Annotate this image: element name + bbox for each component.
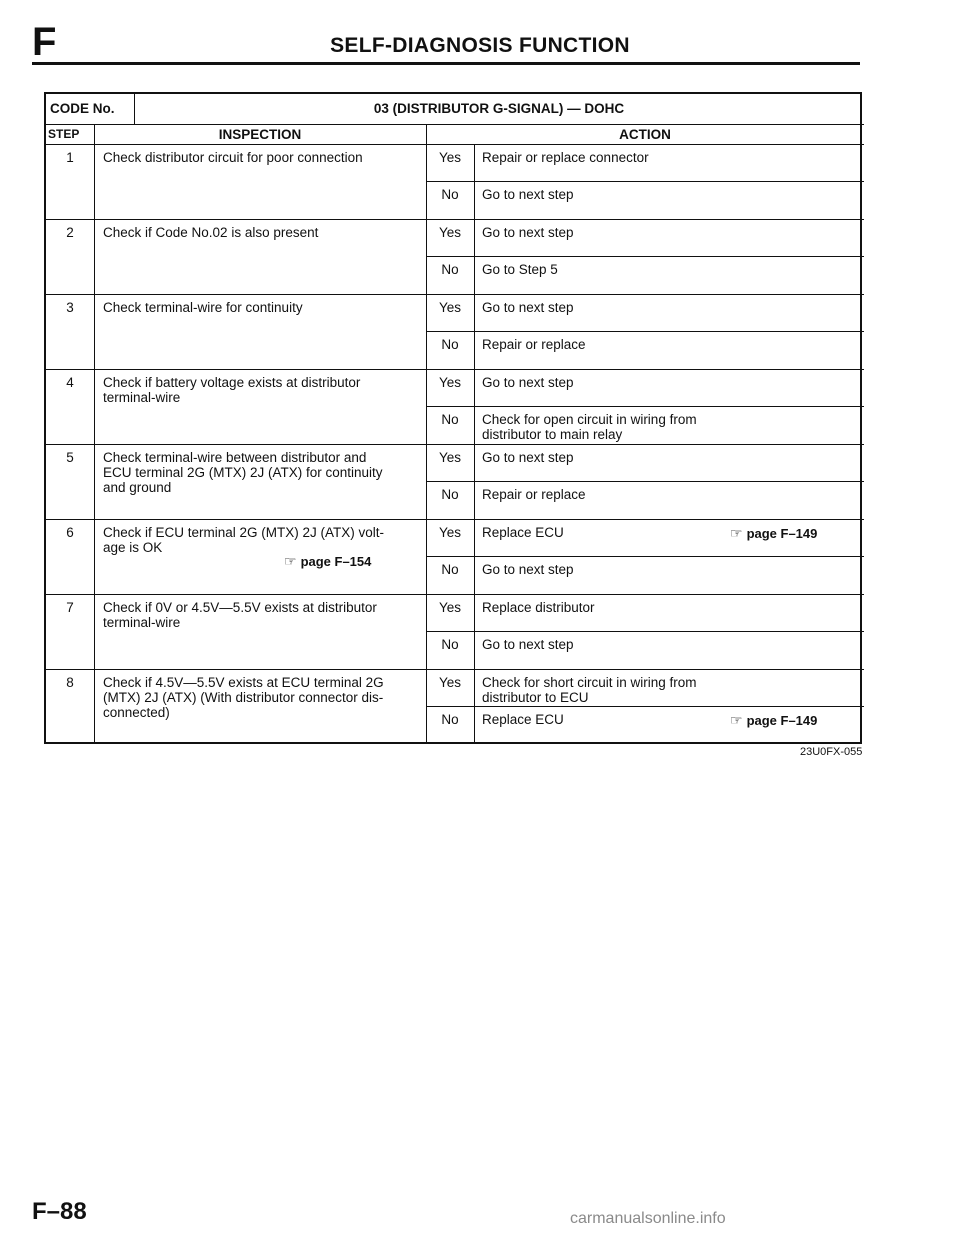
- yes-no-rule: [426, 481, 864, 482]
- no-action-text: Go to Step 5: [482, 262, 558, 277]
- pointing-hand-icon: ☞: [730, 525, 743, 541]
- step-column-rule: [94, 124, 95, 744]
- inspection-text: age is OK: [103, 540, 163, 555]
- inspection-text: Check if Code No.02 is also present: [103, 225, 319, 240]
- yes-no-rule: [426, 256, 864, 257]
- yes-label: Yes: [438, 450, 462, 465]
- yes-action-text: Repair or replace connector: [482, 150, 649, 165]
- no-action-text: Repair or replace: [482, 487, 586, 502]
- step-column-header: STEP: [48, 127, 80, 141]
- inspection-page-ref: [284, 553, 371, 570]
- step-rule: [46, 519, 864, 520]
- step-number: 7: [66, 600, 74, 615]
- yes-no-rule: [426, 556, 864, 557]
- no-label: No: [441, 637, 459, 652]
- yes-label: Yes: [438, 525, 462, 540]
- step-number: 6: [66, 525, 74, 540]
- yes-page-ref: [730, 525, 817, 542]
- step-rule: [46, 294, 864, 295]
- no-label: No: [441, 487, 459, 502]
- code-row-rule: [46, 124, 864, 125]
- inspection-text: Check terminal-wire for continuity: [103, 300, 303, 315]
- no-label: No: [441, 562, 459, 577]
- step-number: 8: [66, 675, 74, 690]
- inspection-text: and ground: [103, 480, 172, 495]
- yes-action-text: Go to next step: [482, 450, 574, 465]
- yes-label: Yes: [438, 300, 462, 315]
- page-title: SELF-DIAGNOSIS FUNCTION: [330, 34, 630, 57]
- page-ref-text: page F–154: [300, 554, 372, 569]
- inspection-text: Check if battery voltage exists at distributor: [103, 375, 361, 390]
- inspection-text: (MTX) 2J (ATX) (With distributor connector dis-: [103, 690, 384, 705]
- figure-id: 23U0FX-055: [800, 746, 863, 758]
- no-label: No: [441, 262, 459, 277]
- yes-action-text: Replace ECU: [482, 525, 564, 540]
- step-number: 2: [66, 225, 74, 240]
- diagnosis-table: [44, 92, 862, 744]
- action-column-header: ACTION: [619, 127, 671, 142]
- yes-no-rule: [426, 331, 864, 332]
- yes-label: Yes: [438, 675, 462, 690]
- no-label: No: [441, 712, 459, 727]
- step-number: 3: [66, 300, 74, 315]
- inspection-text: terminal-wire: [103, 390, 181, 405]
- inspection-text: terminal-wire: [103, 615, 181, 630]
- no-action-text: Repair or replace: [482, 337, 586, 352]
- no-action-text: Go to next step: [482, 187, 574, 202]
- step-number: 5: [66, 450, 74, 465]
- inspection-text: Check distributor circuit for poor connection: [103, 150, 363, 165]
- yes-label: Yes: [438, 375, 462, 390]
- yes-label: Yes: [438, 225, 462, 240]
- yes-label: Yes: [438, 150, 462, 165]
- yes-no-rule: [426, 181, 864, 182]
- step-rule: [46, 669, 864, 670]
- inspection-text: Check terminal-wire between distributor and: [103, 450, 367, 465]
- inspection-text: connected): [103, 705, 170, 720]
- no-action-text: distributor to main relay: [482, 427, 623, 442]
- yes-action-text: Go to next step: [482, 375, 574, 390]
- pointing-hand-icon: ☞: [730, 712, 743, 728]
- inspection-column-header: INSPECTION: [218, 127, 302, 142]
- page-ref-text: page F–149: [746, 526, 818, 541]
- section-letter: F: [32, 20, 57, 64]
- page-ref-text: page F–149: [746, 713, 818, 728]
- step-rule: [46, 369, 864, 370]
- step-rule: [46, 219, 864, 220]
- yes-action-text: Go to next step: [482, 225, 574, 240]
- page-number: F–88: [32, 1198, 87, 1225]
- code-number-value: 03 (DISTRIBUTOR G-SIGNAL) — DOHC: [373, 101, 625, 116]
- code-number-label: CODE No.: [50, 101, 115, 116]
- column-header-rule: [46, 144, 864, 145]
- no-action-text: Replace ECU: [482, 712, 564, 727]
- yes-action-text: Go to next step: [482, 300, 574, 315]
- no-label: No: [441, 187, 459, 202]
- inspection-text: Check if 4.5V—5.5V exists at ECU terminal 2G: [103, 675, 384, 690]
- yes-no-rule: [426, 631, 864, 632]
- step-rule: [46, 444, 864, 445]
- yes-no-rule: [426, 406, 864, 407]
- inspection-text: Check if 0V or 4.5V—5.5V exists at distributor: [103, 600, 377, 615]
- no-page-ref: [730, 712, 817, 729]
- no-label: No: [441, 412, 459, 427]
- yes-no-rule: [426, 706, 864, 707]
- yes-action-text: Replace distributor: [482, 600, 595, 615]
- step-rule: [46, 594, 864, 595]
- yes-action-text: distributor to ECU: [482, 690, 589, 705]
- step-number: 4: [66, 375, 74, 390]
- no-action-text: Go to next step: [482, 637, 574, 652]
- no-action-text: Check for open circuit in wiring from: [482, 412, 697, 427]
- header-rule: [32, 62, 860, 65]
- no-label: No: [441, 337, 459, 352]
- watermark: carmanualsonline.info: [570, 1210, 726, 1227]
- inspection-text: ECU terminal 2G (MTX) 2J (ATX) for continuity: [103, 465, 383, 480]
- yes-action-text: Check for short circuit in wiring from: [482, 675, 697, 690]
- step-number: 1: [66, 150, 74, 165]
- pointing-hand-icon: ☞: [284, 553, 297, 569]
- inspection-text: Check if ECU terminal 2G (MTX) 2J (ATX) volt-: [103, 525, 385, 540]
- no-action-text: Go to next step: [482, 562, 574, 577]
- yes-label: Yes: [438, 600, 462, 615]
